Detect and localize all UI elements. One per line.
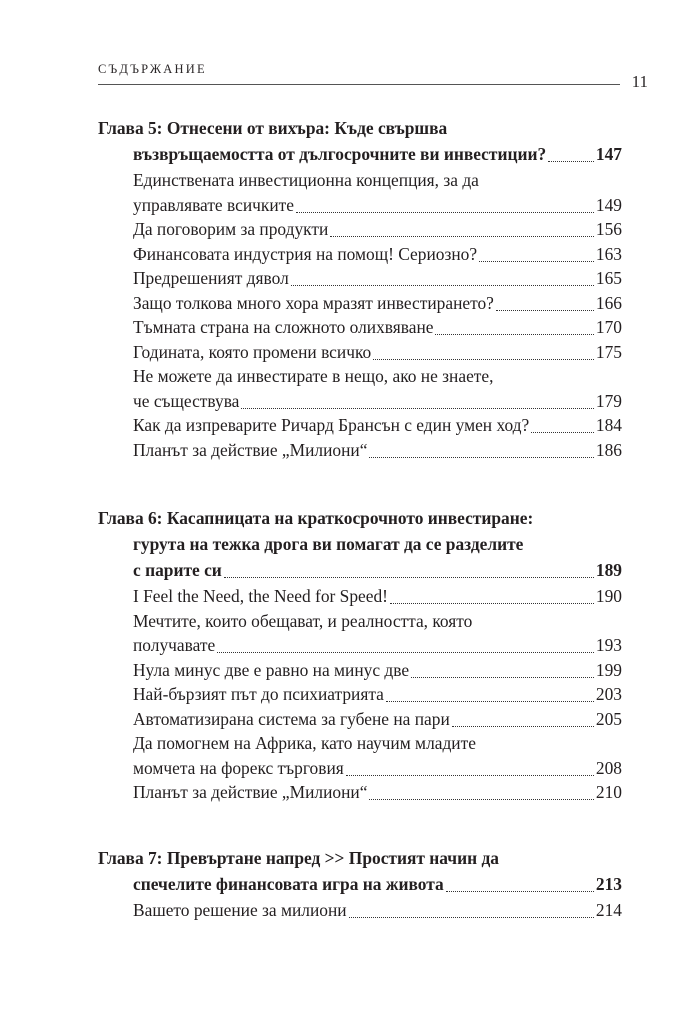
- toc-entry-text: управлявате всичките: [133, 194, 294, 215]
- toc-entry: [133, 782, 622, 806]
- toc-entry-page: 184: [595, 415, 622, 435]
- toc-entry-page: 166: [595, 292, 622, 313]
- toc-entry-page: 203: [595, 684, 622, 704]
- page-header: [98, 62, 648, 92]
- dot-leader: [296, 211, 594, 213]
- toc-entry-text: Планът за действие „Милиони“: [133, 439, 368, 460]
- toc-entry-text: Планът за действие „Милиони“: [133, 782, 368, 802]
- toc-entry: [133, 415, 622, 439]
- toc-entry: [133, 342, 622, 366]
- chapter-title-line-text: Глава 6: Касапницата на краткосрочното инвестиране:: [98, 508, 534, 528]
- toc-entry-page: 149: [595, 194, 622, 215]
- dot-leader: [531, 431, 594, 433]
- toc-entry-line-text: Мечтите, които обещават, и реалността, която: [133, 610, 473, 631]
- dot-leader: [369, 456, 593, 458]
- chapter-title-line-page: 213: [595, 874, 622, 894]
- dot-leader: [217, 651, 594, 653]
- chapter-title-line-page: 189: [595, 560, 622, 580]
- dot-leader: [241, 407, 594, 409]
- toc-entry-page: 170: [595, 317, 622, 337]
- chapter-title-line-page: 147: [595, 144, 622, 164]
- toc-entry: [133, 684, 622, 708]
- header-rule: [98, 84, 620, 85]
- toc-entry-line: [133, 170, 622, 194]
- toc-entry-line: [133, 733, 622, 757]
- chapter-title-line-text: възвръщаемостта от дългосрочните ви инвестиции?: [133, 144, 547, 164]
- dot-leader: [446, 890, 594, 892]
- toc-entry: [133, 660, 622, 684]
- toc-entry-page: 179: [595, 390, 622, 411]
- toc-entry: [133, 440, 622, 464]
- toc-entry-text: Автоматизирана система за губене на пари: [133, 708, 450, 729]
- toc-entry: [133, 195, 622, 219]
- toc-entry: [133, 317, 622, 341]
- toc-entry-text: Най-бързият път до психиатрията: [133, 684, 384, 704]
- toc-entry: [133, 586, 622, 610]
- dot-leader: [452, 725, 594, 727]
- dot-leader: [291, 284, 594, 286]
- running-title: СЪДЪРЖАНИЕ: [98, 62, 207, 76]
- chapter-title-line: [98, 508, 622, 532]
- toc-entry: [133, 219, 622, 243]
- dot-leader: [479, 260, 594, 262]
- chapter-title-line: [133, 560, 622, 584]
- toc-entry-text: Финансовата индустрия на помощ! Сериозно?: [133, 243, 478, 264]
- chapter-title-line-text: с парите си: [133, 560, 222, 580]
- toc-entry-text: Нула минус две е равно на минус две: [133, 659, 410, 680]
- toc-entry-page: 210: [595, 782, 622, 802]
- toc-entry-page: 205: [595, 708, 622, 729]
- toc-entry-text: I Feel the Need, the Need for Speed!: [133, 586, 388, 606]
- dot-leader: [373, 358, 594, 360]
- toc-entry-line-text: Единствената инвестиционна концепция, за да: [133, 170, 479, 190]
- chapter-title-line-text: спечелите финансовата игра на живота: [133, 874, 444, 894]
- toc-entry-page: 199: [595, 659, 622, 680]
- dot-leader: [548, 160, 594, 162]
- toc-entry: [133, 244, 622, 268]
- toc-entry-page: 214: [595, 900, 622, 920]
- chapter-title-line-text: гурута на тежка дрога ви помагат да се разделите: [133, 534, 524, 554]
- toc-entry-line: [133, 366, 622, 390]
- dot-leader: [496, 309, 594, 311]
- dot-leader: [346, 774, 594, 776]
- toc-entry-page: 193: [595, 635, 622, 655]
- toc-entry-text: момчета на форекс търговия: [133, 757, 344, 778]
- toc-entry-text: Да поговорим за продукти: [133, 219, 329, 239]
- toc-entry-page: 163: [595, 243, 622, 264]
- toc-entry: [133, 293, 622, 317]
- dot-leader: [386, 700, 594, 702]
- toc-entry-page: 190: [595, 586, 622, 606]
- toc-entry-page: 208: [595, 757, 622, 778]
- dot-leader: [411, 676, 594, 678]
- toc-entry-page: 165: [595, 268, 622, 288]
- chapter-title-line: [98, 848, 622, 872]
- toc-entry: [133, 268, 622, 292]
- toc-entry-text: Тъмната страна на сложното олихвяване: [133, 317, 434, 337]
- chapter-title-line-text: Глава 7: Превъртане напред >> Простият начин да: [98, 848, 499, 868]
- dot-leader: [224, 576, 594, 578]
- toc-entry-text: Вашето решение за милиони: [133, 900, 347, 920]
- toc-entry-text: Как да изпреварите Ричард Брансън с един умен ход?: [133, 415, 530, 435]
- toc-entry-line-text: Да помогнем на Африка, като научим младите: [133, 733, 476, 753]
- toc-entry-text: Годината, която промени всичко: [133, 341, 372, 362]
- dot-leader: [349, 916, 594, 918]
- toc-entry-text: че съществува: [133, 390, 240, 411]
- toc-entry: [133, 758, 622, 782]
- toc-entry-page: 186: [595, 439, 622, 460]
- chapter-title-line-text: Глава 5: Отнесени от вихъра: Къде свършва: [98, 118, 448, 138]
- toc-entry: [133, 900, 622, 924]
- toc-entry: [133, 709, 622, 733]
- toc-entry-text: Предрешеният дявол: [133, 268, 289, 288]
- dot-leader: [435, 333, 593, 335]
- chapter-title-line: [98, 118, 622, 142]
- toc-entry: [133, 391, 622, 415]
- toc-entry-line: [133, 611, 622, 635]
- chapter-title-line: [133, 144, 622, 168]
- toc-entry-page: 175: [595, 341, 622, 362]
- page-number: 11: [631, 72, 648, 91]
- toc-entry-page: 156: [595, 219, 622, 239]
- toc-entry-line-text: Не можете да инвестирате в нещо, ако не знаете,: [133, 366, 494, 386]
- toc-entry-text: Защо толкова много хора мразят инвестирането?: [133, 292, 494, 313]
- toc-entry-text: получавате: [133, 635, 216, 655]
- chapter-title-line: [133, 874, 622, 898]
- dot-leader: [390, 602, 594, 604]
- dot-leader: [330, 235, 594, 237]
- toc-entry: [133, 635, 622, 659]
- dot-leader: [369, 798, 593, 800]
- chapter-title-line: [133, 534, 622, 558]
